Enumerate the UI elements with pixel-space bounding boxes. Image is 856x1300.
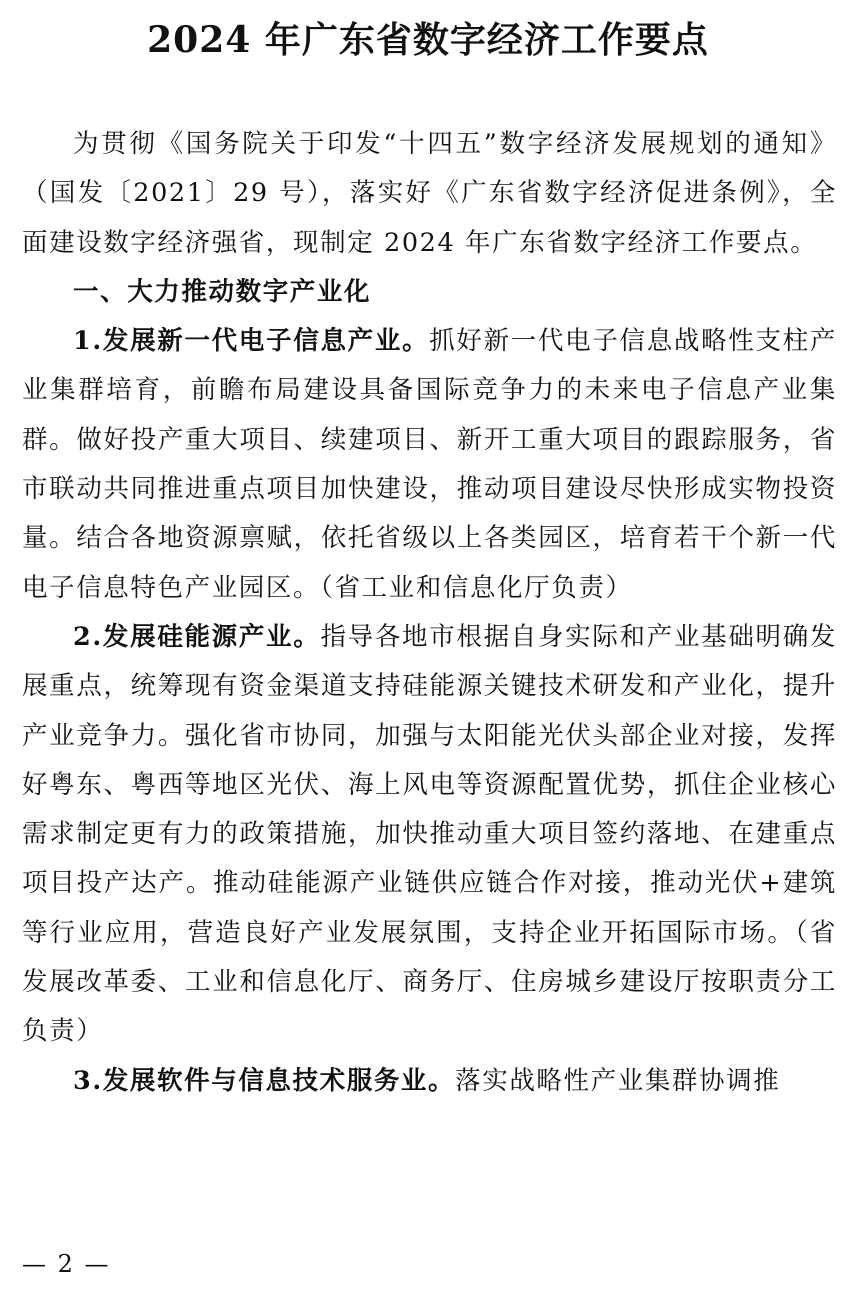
- item-paragraph-3: [22, 1057, 837, 1106]
- item-title-2: 2.发展硅能源产业。: [73, 621, 321, 652]
- item-title-1: 1.发展新一代电子信息产业。: [73, 326, 430, 357]
- item-paragraph-2: [22, 613, 837, 1057]
- page-number: — 2 —: [22, 1250, 111, 1278]
- section-heading: 一、大力推动数字产业化: [73, 276, 372, 307]
- document-title: 2024 年广东省数字经济工作要点: [147, 19, 709, 61]
- item-body-1: 抓好新一代电子信息战略性支柱产业集群培育，前瞻布局建设具备国际竞争力的未来电子信息产业集群。做好投产重大项目、续建项目、新开工重大项目的跟踪服务，省市联动共同推进重点项目加快建设，推动项目建设尽快形成实物投资量。结合各地资源禀赋，依托省级以上各类园区，培育若干个新一代电子信息特色产业园区。（省工业和信息化厅负责）: [22, 326, 837, 603]
- document-body: [22, 120, 837, 1106]
- item-paragraph-1: [22, 317, 837, 613]
- item-body-3: 落实战略性产业集群协调推: [455, 1065, 781, 1096]
- intro-paragraph: 为贯彻《国务院关于印发“十四五”数字经济发展规划的通知》（国发〔2021〕29 号），落实好《广东省数字经济促进条例》，全面建设数字经济强省，现制定 2024 年广东省数字经济工作要点。: [22, 129, 837, 258]
- item-body-2: 指导各地市根据自身实际和产业基础明确发展重点，统筹现有资金渠道支持硅能源关键技术研发和产业化，提升产业竞争力。强化省市协同，加强与太阳能光伏头部企业对接，发挥好粤东、粤西等地区光伏、海上风电等资源配置优势，抓住企业核心需求制定更有力的政策措施，加快推动重大项目签约落地、在建重点项目投产达产。推动硅能源产业链供应链合作对接，推动光伏+建筑等行业应用，营造良好产业发展氛围，支持企业开拓国际市场。（省发展改革委、工业和信息化厅、商务厅、住房城乡建设厅按职责分工负责）: [22, 621, 837, 1047]
- item-title-3: 3.发展软件与信息技术服务业。: [73, 1065, 456, 1096]
